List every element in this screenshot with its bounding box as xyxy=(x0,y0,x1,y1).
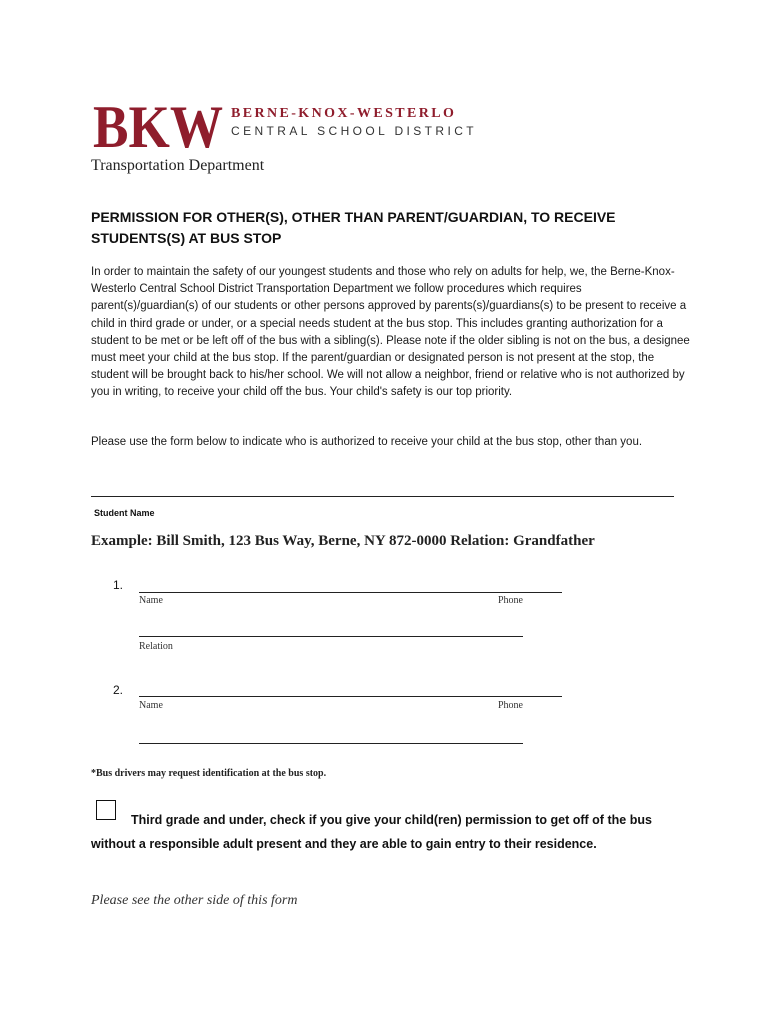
entry-1-name-phone-field[interactable] xyxy=(139,592,562,593)
student-name-label: Student Name xyxy=(94,508,155,518)
example-entry: Example: Bill Smith, 123 Bus Way, Berne, NY 872-0000 Relation: Grandfather xyxy=(91,533,595,549)
student-name-field[interactable] xyxy=(91,496,674,497)
entry-2-relation-field[interactable] xyxy=(139,743,523,744)
see-other-side-note: Please see the other side of this form xyxy=(91,893,298,908)
permission-text xyxy=(91,808,681,856)
form-title: PERMISSION FOR OTHER(S), OTHER THAN PARENT/GUARDIAN, TO RECEIVE STUDENTS(S) AT BUS STOP xyxy=(91,209,616,246)
entry-2-phone-label: Phone xyxy=(498,700,523,711)
instructions-paragraph: Please use the form below to indicate who is authorized to receive your child at the bus stop, other than you. xyxy=(91,436,643,448)
entry-2-name-label: Name xyxy=(139,700,163,711)
entry-1-name-label: Name xyxy=(139,595,163,606)
entry-1-relation-field[interactable] xyxy=(139,636,523,637)
permission-text-line-1: Third grade and under, check if you give your child(ren) permission to get off of xyxy=(131,813,604,827)
identification-note: *Bus drivers may request identification at the bus stop. xyxy=(91,768,327,779)
district-name: BERNE-KNOX-WESTERLO xyxy=(231,106,457,121)
entry-1-relation-label: Relation xyxy=(139,641,173,652)
entry-1-phone-label: Phone xyxy=(498,595,523,606)
logo-text: BKW xyxy=(93,94,223,160)
entry-1-number: 1. xyxy=(113,578,124,592)
permission-text-rest: the bus without a responsible adult present and they are able to gain entry to their residence. xyxy=(91,813,652,851)
entry-2-number: 2. xyxy=(113,683,124,697)
intro-paragraph: In order to maintain the safety of our youngest students and those who rely on adults for help, we, the Berne-Knox-Westerlo Central School District Transportation Department we follow procedures which requires parent(s)/guardian(s) of our students or other persons approved by parents(s)/guardians(s) to be present to receive a child in third grade or under, or a special needs student at the bus stop. This includes granting authorization for a student to be met or be left off of the bus with a sibling(s). Please note if the older sibling is not on the bus, a designee must meet your child at the bus stop. If the parent/guardian or designated person is not present at the stop, the student will be brought back to his/her school. We will not allow a neighbor, friend or relative who is not authorized by you in writing, to receive your child off the bus. Your child's safety is our top priority. xyxy=(91,266,690,399)
department-name: Transportation Department xyxy=(91,157,265,174)
bkw-logo xyxy=(93,94,223,160)
entry-2-name-phone-field[interactable] xyxy=(139,696,562,697)
district-subtitle: CENTRAL SCHOOL DISTRICT xyxy=(231,124,477,138)
